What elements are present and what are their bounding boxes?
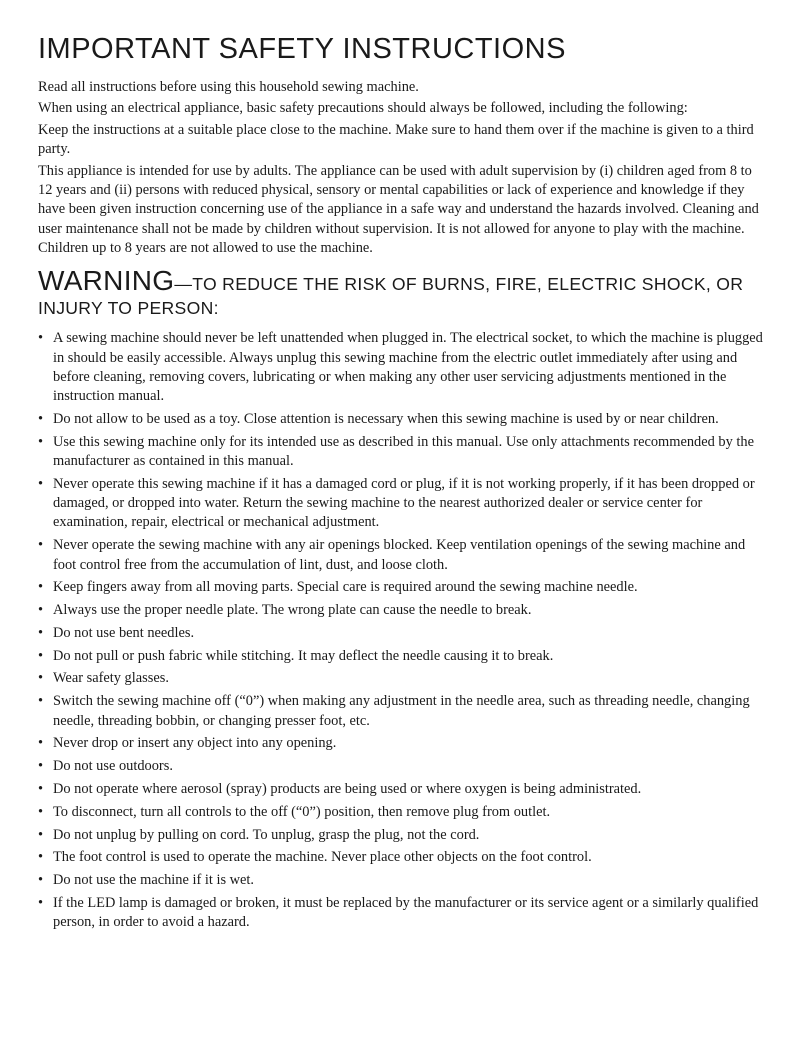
list-item	[38, 578, 766, 597]
rule-text: Do not pull or push fabric while stitching. It may deflect the needle causing it to break.	[53, 647, 554, 664]
rule-text: Do not use bent needles.	[53, 624, 195, 641]
rule-text: The foot control is used to operate the machine. Never place other objects on the foot control.	[53, 849, 592, 866]
rule-text: A sewing machine should never be left unattended when plugged in. The electrical socket, to which the machine is plugged in should be easily accessible. Always unplug this sewing machine from the electric outlet immediately after using and before cleaning, removing covers, lubricating or when making any other user servicing adjustments mentioned in the instruction manual.	[53, 330, 763, 405]
safety-rules-list	[38, 329, 766, 932]
rule-text: Do not operate where aerosol (spray) products are being used or where oxygen is being administrated.	[53, 780, 642, 797]
bullet-icon: •	[38, 735, 44, 752]
list-item	[38, 669, 766, 688]
intro-paragraph: Read all instructions before using this household sewing machine.	[38, 79, 419, 95]
warning-word: WARNING	[38, 265, 175, 297]
list-item	[38, 803, 766, 822]
list-item	[38, 757, 766, 776]
bullet-icon: •	[38, 780, 44, 797]
rule-text: To disconnect, turn all controls to the off (“0”) position, then remove plug from outlet.	[53, 803, 551, 820]
bullet-icon: •	[38, 826, 44, 843]
intro-paragraph: Keep the instructions at a suitable place close to the machine. Make sure to hand them over if the machine is given to a third party.	[38, 121, 754, 158]
list-item	[38, 475, 766, 533]
bullet-icon: •	[38, 849, 44, 866]
rule-text: Use this sewing machine only for its intended use as described in this manual. Use only attachments recommended by the manufacturer as contained in this manual.	[53, 433, 754, 470]
warning-heading	[38, 265, 766, 321]
list-item	[38, 536, 766, 575]
list-item	[38, 624, 766, 643]
rule-text: If the LED lamp is damaged or broken, it must be replaced by the manufacturer or its service agent or a similarly qualified person, in order to avoid a hazard.	[53, 894, 759, 931]
list-item	[38, 826, 766, 845]
rule-text: Always use the proper needle plate. The wrong plate can cause the needle to break.	[53, 602, 532, 619]
page-title: IMPORTANT SAFETY INSTRUCTIONS	[38, 33, 566, 65]
rule-text: Wear safety glasses.	[53, 670, 169, 687]
list-item	[38, 601, 766, 620]
rule-text: Do not allow to be used as a toy. Close attention is necessary when this sewing machine is used by or near children.	[53, 410, 719, 427]
list-item	[38, 329, 766, 406]
rule-text: Do not use the machine if it is wet.	[53, 872, 255, 889]
list-item	[38, 848, 766, 867]
list-item	[38, 647, 766, 666]
list-item	[38, 734, 766, 753]
bullet-icon: •	[38, 872, 44, 889]
rule-text: Never drop or insert any object into any opening.	[53, 735, 337, 752]
intro-section	[38, 78, 766, 258]
bullet-icon: •	[38, 410, 44, 427]
rule-text: Never operate the sewing machine with any air openings blocked. Keep ventilation openings of the sewing machine and foot control free from the accumulation of lint, dust, and loose cloth.	[53, 537, 746, 573]
bullet-icon: •	[38, 579, 44, 596]
safety-instructions-page	[38, 30, 766, 936]
bullet-icon: •	[38, 475, 44, 492]
list-item	[38, 894, 766, 933]
bullet-icon: •	[38, 330, 44, 347]
bullet-icon: •	[38, 670, 44, 687]
list-item	[38, 433, 766, 472]
bullet-icon: •	[38, 624, 44, 641]
bullet-icon: •	[38, 537, 44, 554]
list-item	[38, 410, 766, 429]
intro-paragraph: This appliance is intended for use by adults. The appliance can be used with adult supervision by (i) children aged from 8 to 12 years and (ii) persons with reduced physical, sensory or mental capabilities or lack of experience and knowledge if they have been given instruction concerning use of the appliance in a safe way and understand the hazards involved. Cleaning and user maintenance shall not be made by children without supervision. It is not allowed for anyone to play with the machine. Children up to 8 years are not allowed to use the machine.	[38, 162, 759, 256]
bullet-icon: •	[38, 894, 44, 911]
bullet-icon: •	[38, 693, 44, 710]
rule-text: Keep fingers away from all moving parts. Special care is required around the sewing machine needle.	[53, 579, 638, 596]
bullet-icon: •	[38, 602, 44, 619]
bullet-icon: •	[38, 433, 44, 450]
bullet-icon: •	[38, 647, 44, 664]
list-item	[38, 780, 766, 799]
warning-text: —TO REDUCE THE RISK OF BURNS, FIRE, ELECTRIC SHOCK, OR INJURY TO PERSON:	[38, 274, 744, 319]
list-item	[38, 692, 766, 731]
rule-text: Do not use outdoors.	[53, 758, 173, 775]
bullet-icon: •	[38, 803, 44, 820]
bullet-icon: •	[38, 758, 44, 775]
intro-paragraph: When using an electrical appliance, basic safety precautions should always be followed, including the following:	[38, 100, 688, 117]
rule-text: Switch the sewing machine off (“0”) when making any adjustment in the needle area, such as threading needle, changing needle, threading bobbin, or changing presser foot, etc.	[53, 693, 750, 729]
rule-text: Do not unplug by pulling on cord. To unplug, grasp the plug, not the cord.	[53, 826, 480, 843]
rule-text: Never operate this sewing machine if it has a damaged cord or plug, if it is not working properly, if it has been dropped or damaged, or dropped into water. Return the sewing machine to the nearest authorized dealer or service center for examination, repair, electrical or mechanical adjustment.	[53, 475, 755, 531]
list-item	[38, 871, 766, 890]
